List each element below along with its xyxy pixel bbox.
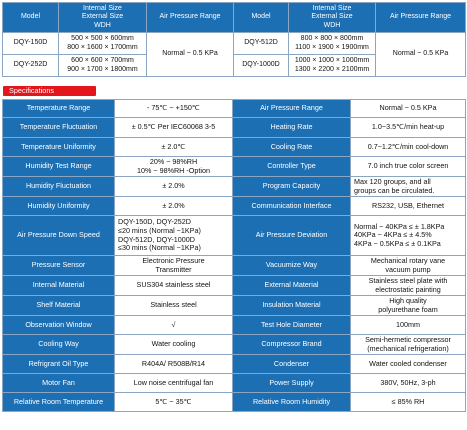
specifications-table bbox=[2, 99, 466, 412]
specifications-body bbox=[3, 100, 466, 412]
spec-label: Temperature Uniformity bbox=[3, 138, 115, 157]
models-header-size: Internal Size External Size WDH bbox=[59, 3, 147, 33]
spec-label: External Material bbox=[233, 276, 351, 296]
spec-value: Electronic Pressure Transmitter bbox=[115, 256, 233, 276]
spec-value: ± 2.0% bbox=[115, 177, 233, 197]
models-header-pressure-2: Air Pressure Range bbox=[376, 3, 466, 33]
spec-value: √ bbox=[115, 316, 233, 335]
spec-value: R404A/ R508B/R14 bbox=[115, 355, 233, 374]
spec-value: ≤ 85% RH bbox=[351, 393, 466, 412]
spec-label: Internal Material bbox=[3, 276, 115, 296]
spec-label: Humidity Test Range bbox=[3, 157, 115, 177]
spec-value: 5℃ ~ 35℃ bbox=[115, 393, 233, 412]
spec-value: Normal ~ 0.5 KPa bbox=[351, 100, 466, 118]
spec-value: Normal ~ 40KPa ≤ ± 1.8KPa 40KPa ~ 4KPa ≤ ± 4.5% 4KPa ~ 0.5KPa ≤ ± 0.1KPa bbox=[351, 216, 466, 256]
model-name: DQY-512D bbox=[234, 33, 289, 55]
models-table bbox=[2, 2, 466, 77]
spec-label: Vacuumize Way bbox=[233, 256, 351, 276]
spec-row bbox=[3, 374, 466, 393]
spec-row bbox=[3, 157, 466, 177]
spec-value: ± 2.0% bbox=[115, 197, 233, 216]
models-header-pressure: Air Pressure Range bbox=[147, 3, 234, 33]
spec-label: Temperature Range bbox=[3, 100, 115, 118]
spec-row bbox=[3, 216, 466, 256]
spec-row bbox=[3, 276, 466, 296]
model-name: DQY-1000D bbox=[234, 55, 289, 77]
spec-label: Cooling Way bbox=[3, 335, 115, 355]
spec-label: Air Pressure Down Speed bbox=[3, 216, 115, 256]
model-pressure-range: Normal ~ 0.5 KPa bbox=[376, 33, 466, 77]
models-header-row bbox=[3, 3, 466, 33]
spec-value: Stainless steel plate with electrostatic painting bbox=[351, 276, 466, 296]
model-name: DQY-150D bbox=[3, 33, 59, 55]
spec-label: Condenser bbox=[233, 355, 351, 374]
spec-value: ± 0.5℃ Per IEC60068 3-5 bbox=[115, 118, 233, 138]
spec-value: Max 120 groups, and all groups can be circulated. bbox=[351, 177, 466, 197]
model-size: 1000 × 1000 × 1000mm 1300 × 2200 × 2100mm bbox=[289, 55, 376, 77]
model-pressure-range: Normal ~ 0.5 KPa bbox=[147, 33, 234, 77]
spec-value: Water cooling bbox=[115, 335, 233, 355]
spec-label: Insulation Material bbox=[233, 296, 351, 316]
spec-label: Relative Room Temperature bbox=[3, 393, 115, 412]
models-row bbox=[3, 33, 466, 55]
models-header-size-2: Internal Size External Size WDH bbox=[289, 3, 376, 33]
spec-label: Program Capacity bbox=[233, 177, 351, 197]
spec-value: 20% ~ 98%RH 10% ~ 98%RH -Option bbox=[115, 157, 233, 177]
spec-label: Temperature Fluctuation bbox=[3, 118, 115, 138]
spec-value: Stainless steel bbox=[115, 296, 233, 316]
spec-label: Communication Interface bbox=[233, 197, 351, 216]
spec-row bbox=[3, 100, 466, 118]
spec-value: RS232, USB, Ethernet bbox=[351, 197, 466, 216]
spec-value: High quality polyurethane foam bbox=[351, 296, 466, 316]
spec-value: 0.7~1.2℃/min cool-down bbox=[351, 138, 466, 157]
spec-row bbox=[3, 256, 466, 276]
spec-label: Observation Window bbox=[3, 316, 115, 335]
spec-value: Water cooled condenser bbox=[351, 355, 466, 374]
spec-value: Low noise centrifugal fan bbox=[115, 374, 233, 393]
spec-label: Humidity Fluctuation bbox=[3, 177, 115, 197]
spec-label: Power Supply bbox=[233, 374, 351, 393]
spec-value: 1.0~3.5℃/min heat-up bbox=[351, 118, 466, 138]
spec-label: Controller Type bbox=[233, 157, 351, 177]
spec-row bbox=[3, 355, 466, 374]
spec-label: Humidity Uniformity bbox=[3, 197, 115, 216]
spec-row bbox=[3, 316, 466, 335]
spec-row bbox=[3, 197, 466, 216]
spec-row bbox=[3, 118, 466, 138]
model-size: 600 × 600 × 700mm 900 × 1700 × 1800mm bbox=[59, 55, 147, 77]
spec-label: Heating Rate bbox=[233, 118, 351, 138]
spec-value: Semi-hermetic compressor (mechanical refrigeration) bbox=[351, 335, 466, 355]
spec-row bbox=[3, 138, 466, 157]
models-header-model-2: Model bbox=[234, 3, 289, 33]
spec-row bbox=[3, 393, 466, 412]
specifications-title: Specifications bbox=[3, 86, 96, 96]
spec-label: Refrigrant Oil Type bbox=[3, 355, 115, 374]
spec-value: - 75℃ ~ +150℃ bbox=[115, 100, 233, 118]
spec-label: Pressure Sensor bbox=[3, 256, 115, 276]
spec-label: Motor Fan bbox=[3, 374, 115, 393]
model-size: 800 × 800 × 800mm 1100 × 1900 × 1900mm bbox=[289, 33, 376, 55]
spec-label: Shelf Material bbox=[3, 296, 115, 316]
models-header-model: Model bbox=[3, 3, 59, 33]
spec-value: Mechanical rotary vane vacuum pump bbox=[351, 256, 466, 276]
spec-label: Air Pressure Deviation bbox=[233, 216, 351, 256]
spec-value: 7.0 inch true color screen bbox=[351, 157, 466, 177]
spec-value: 100mm bbox=[351, 316, 466, 335]
spec-value: ± 2.0℃ bbox=[115, 138, 233, 157]
spec-label: Test Hole Diameter bbox=[233, 316, 351, 335]
spec-row bbox=[3, 177, 466, 197]
spec-row bbox=[3, 335, 466, 355]
spec-label: Compressor Brand bbox=[233, 335, 351, 355]
spec-label: Air Pressure Range bbox=[233, 100, 351, 118]
spec-value: SUS304 stainless steel bbox=[115, 276, 233, 296]
spec-value: 380V, 50Hz, 3-ph bbox=[351, 374, 466, 393]
model-size: 500 × 500 × 600mm 800 × 1600 × 1700mm bbox=[59, 33, 147, 55]
spec-label: Relative Room Humidity bbox=[233, 393, 351, 412]
model-name: DQY-252D bbox=[3, 55, 59, 77]
spec-value: DQY-150D, DQY-252D ≤20 mins (Normal ~1KPa) DQY-512D, DQY-1000D ≤30 mins (Normal ~1KPa) bbox=[115, 216, 233, 256]
spec-label: Cooling Rate bbox=[233, 138, 351, 157]
spec-row bbox=[3, 296, 466, 316]
